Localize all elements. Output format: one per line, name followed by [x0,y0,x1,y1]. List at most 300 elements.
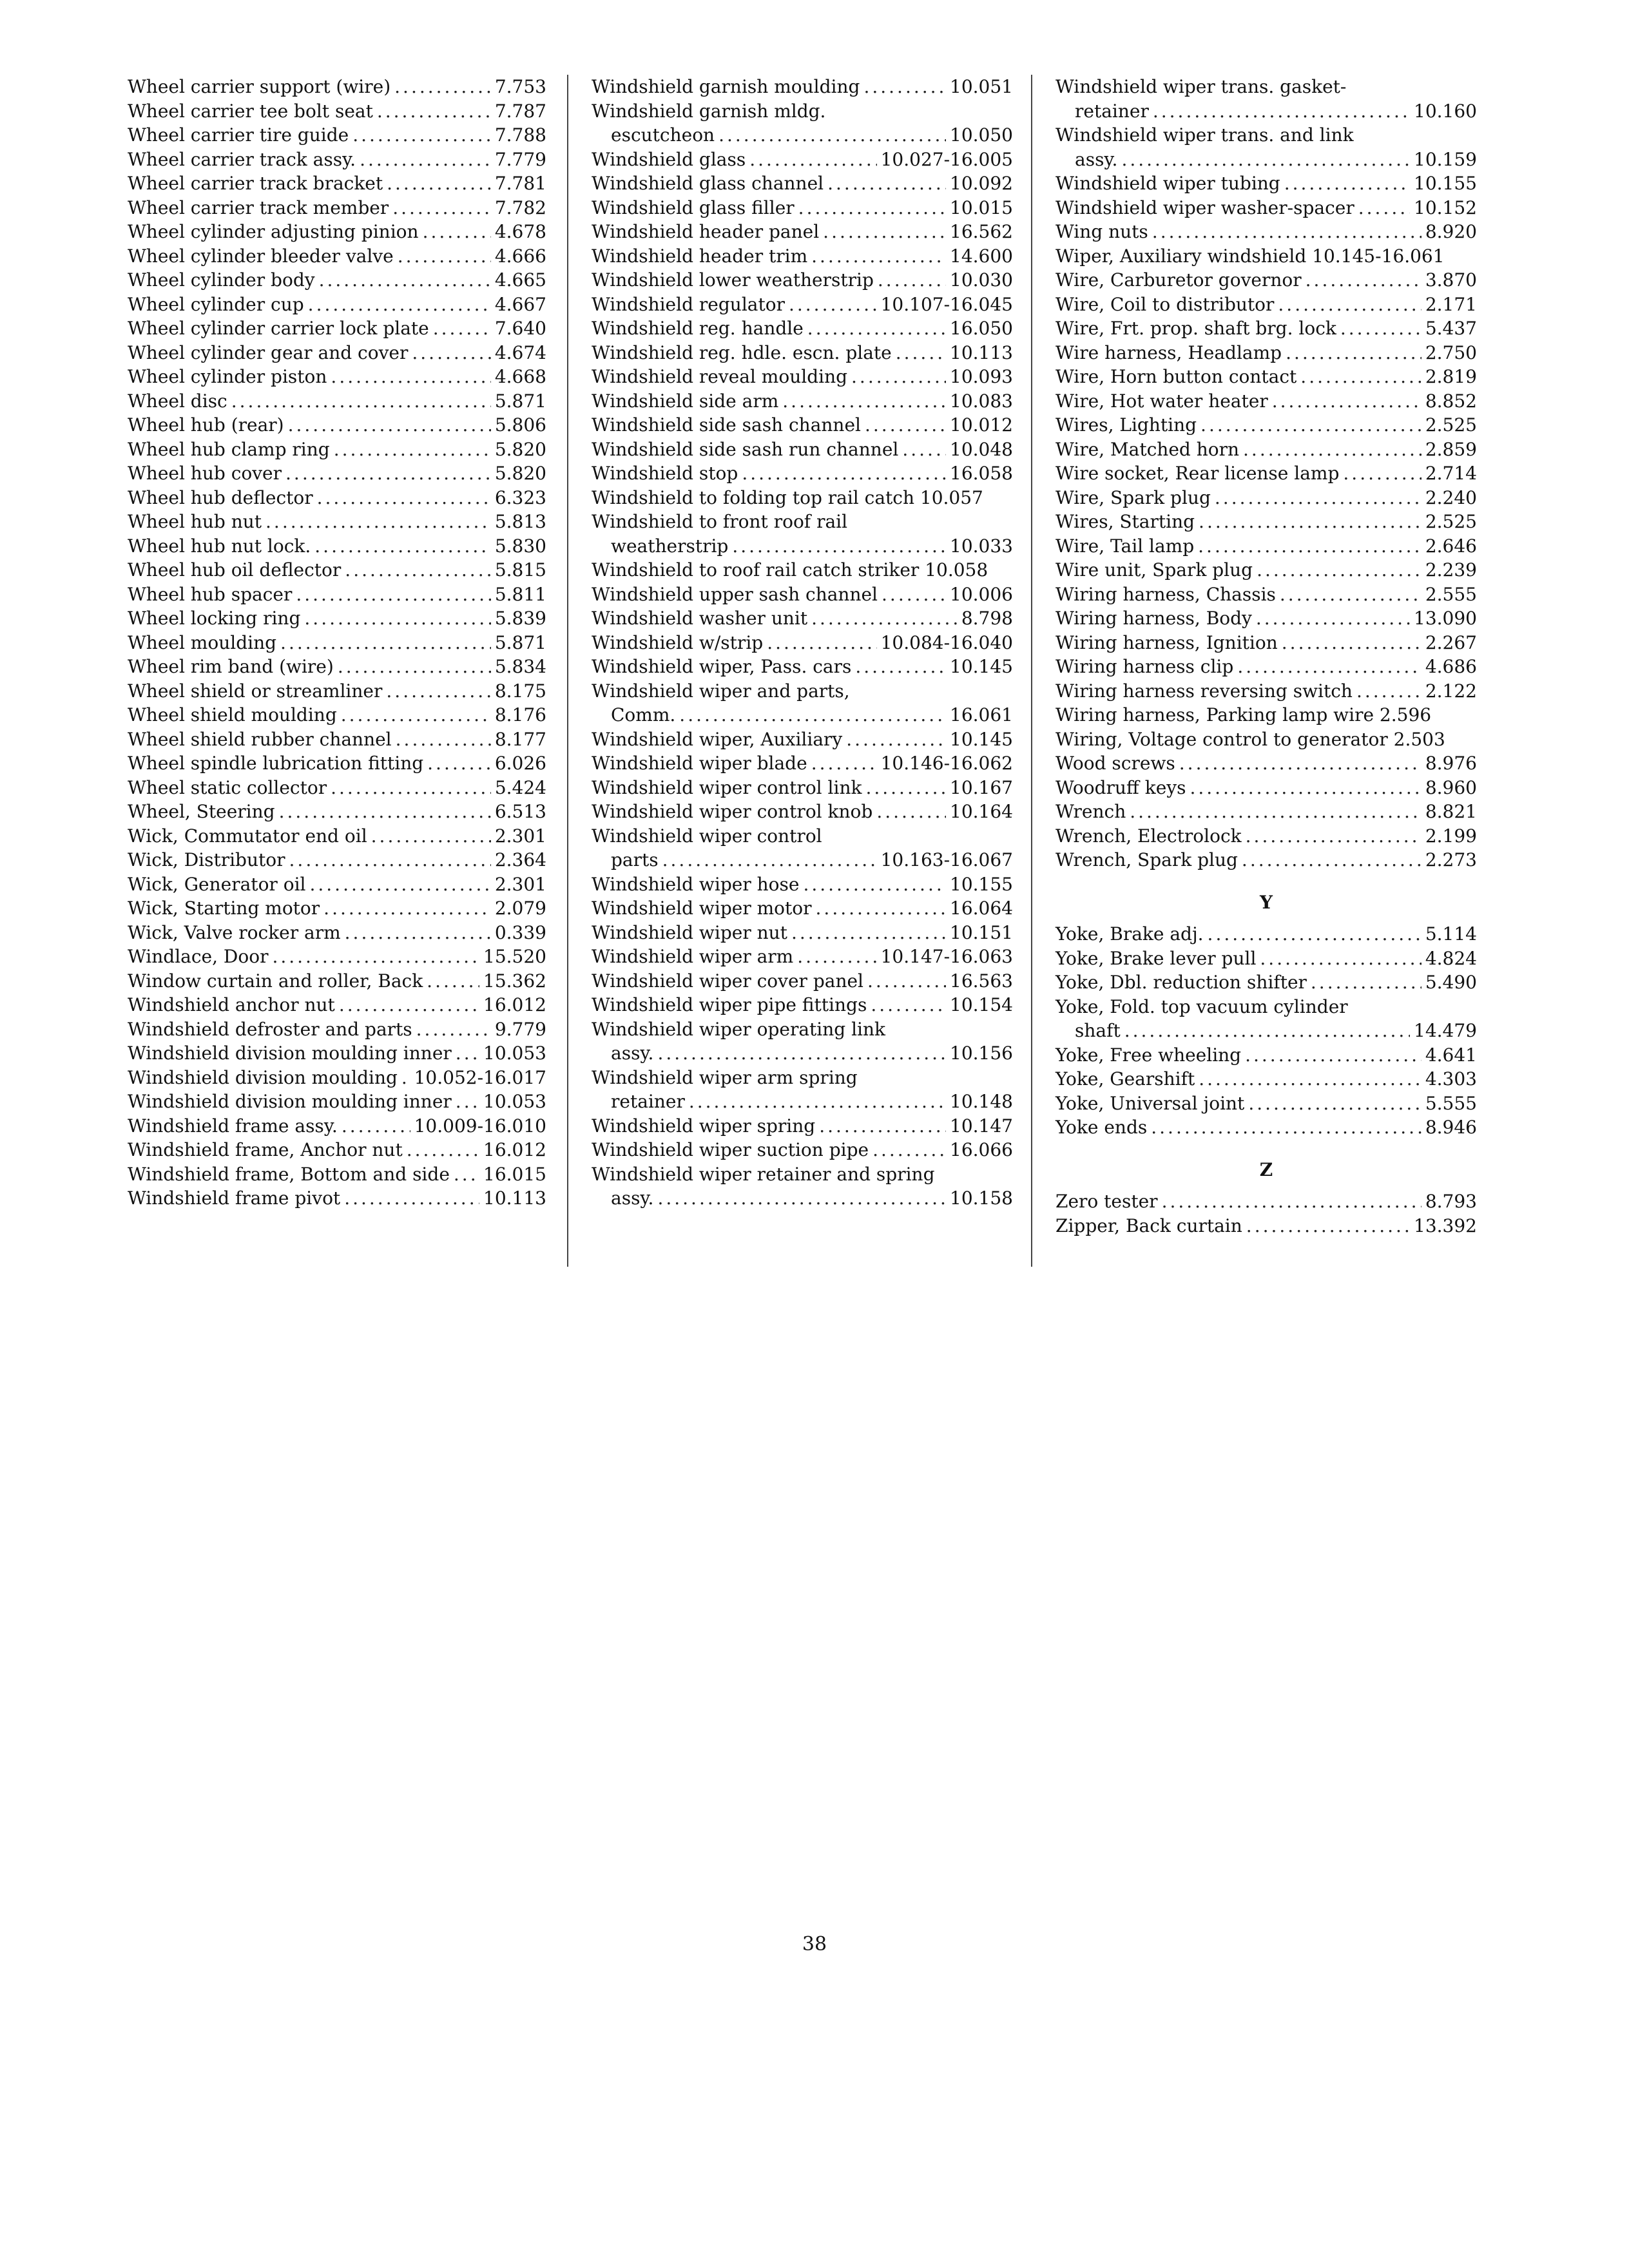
entry-name: Wiper, Auxiliary windshield 10.145-16.061 [1055,245,1445,267]
entry-reference: 8.852 [1425,390,1477,412]
dot-leader [1358,196,1410,220]
entry-name: Wheel cylinder carrier lock plate [128,318,429,339]
entry-reference: 10.113 [483,1187,546,1209]
index-entry [592,268,1013,293]
entry-reference: 5.871 [494,631,546,653]
index-entry [128,1114,546,1139]
entry-name: Windshield division moulding inner [128,1043,452,1064]
dot-leader [231,389,491,414]
entry-name: Wheel carrier track member [128,197,389,218]
entry-reference: 7.787 [494,100,546,122]
index-entry [1055,171,1477,196]
index-entry [128,389,546,414]
entry-name: Windshield frame, Anchor nut [128,1139,403,1160]
dot-leader [1340,316,1422,341]
entry-name: Windshield division moulding inner [128,1091,452,1112]
entry-reference: 2.171 [1425,293,1477,315]
dot-leader [689,1090,946,1114]
index-entry [128,824,546,849]
index-entry [128,1066,546,1090]
index-entry [592,558,1013,582]
index-entry [1055,389,1477,414]
entry-reference: 2.750 [1425,341,1477,363]
index-entry [128,921,546,945]
index-entry [1055,776,1477,800]
index-entry [1055,123,1477,148]
entry-reference: 10.145 [950,656,1013,677]
entry-name: Yoke, Brake lever pull [1055,947,1257,969]
entry-reference: 2.301 [494,825,546,847]
index-entry [592,123,1013,148]
index-entry [592,1138,1013,1162]
index-entry [128,1017,546,1042]
index-entry [1055,1091,1477,1116]
entry-name: Windshield w/strip [592,631,764,653]
entry-name: Windshield wiper tubing [1055,173,1280,194]
index-entry [128,800,546,824]
entry-name: Wheel cylinder bleeder valve [128,245,394,267]
dot-leader [865,776,946,800]
dot-leader [827,171,946,196]
index-entry [592,631,1013,655]
entry-reference: 10.146-16.062 [880,753,1013,774]
entry-name: Windshield regulator [592,293,785,315]
index-entry [1055,824,1477,849]
dot-leader [1162,1189,1422,1214]
entry-name: Windshield side sash run channel [592,438,899,460]
index-entry [128,969,546,994]
dot-leader [398,244,491,269]
entry-reference: 5.490 [1425,972,1477,993]
entry-reference: 2.240 [1425,486,1477,508]
index-entry [128,631,546,655]
entry-name: Windshield wiper nut [592,921,787,943]
entry-name: Wire unit, Spark plug [1055,559,1253,581]
entry-name: Yoke, Brake adj. [1055,923,1204,945]
entry-reference: 10.030 [950,269,1013,291]
dot-leader [1152,220,1422,244]
index-entry [128,679,546,704]
dot-leader [308,293,491,317]
dot-leader [314,534,491,559]
dot-leader [344,1186,479,1211]
index-entry [592,896,1013,921]
dot-leader [871,993,946,1017]
dot-leader [407,1138,479,1162]
index-entry [128,896,546,921]
dot-leader [1286,341,1422,365]
entry-reference: 16.050 [950,318,1013,339]
index-entry [592,413,1013,437]
entry-reference: 16.058 [950,463,1013,484]
entry-reference: 4.666 [494,245,546,267]
entry-reference: 10.050 [950,124,1013,146]
entry-name: Windshield wiper trans. and link [1055,124,1354,146]
index-column-3 [1055,75,1477,1238]
entry-reference: 10.052-16.017 [414,1066,546,1088]
dot-leader [851,365,946,389]
dot-leader [1179,751,1422,776]
entry-reference: 8.793 [1425,1191,1477,1212]
index-entry [1055,293,1477,317]
entry-name: Wiring harness, Parking lamp wire 2.596 [1055,704,1432,726]
index-entry [128,1090,546,1114]
entry-name: assy. [611,1187,654,1209]
dot-leader [811,244,946,269]
index-entry [592,148,1013,172]
dot-leader [342,1114,410,1139]
entry-name: Wheel spindle lubrication fitting [128,753,424,774]
index-entry [1055,99,1477,124]
index-entry [592,606,1013,631]
entry-name: Windshield garnish moulding [592,76,860,97]
dot-leader [782,389,946,414]
entry-reference: 10.154 [950,994,1013,1015]
entry-name: Windshield wiper retainer and spring [592,1163,935,1185]
dot-leader [803,872,946,897]
entry-reference: 2.859 [1425,438,1477,460]
entry-name: Windshield wiper blade [592,753,807,774]
dot-leader [1243,437,1422,462]
entry-name: Wheel carrier tee bolt seat [128,100,373,122]
dot-leader [1153,99,1410,124]
index-entry [128,872,546,897]
index-entry [128,75,546,99]
dot-leader [265,510,491,534]
section-letter: Z [1259,1158,1273,1180]
dot-leader [1130,800,1422,824]
index-entry [1055,461,1477,486]
entry-name: Wheel moulding [128,631,277,653]
entry-name: Yoke, Fold. top vacuum cylinder [1055,995,1348,1017]
dot-leader [1272,389,1422,414]
dot-leader [811,606,958,631]
index-entry [1055,1115,1477,1140]
index-entry [1055,727,1477,752]
column-divider [1031,75,1032,1267]
dot-leader [392,196,491,220]
index-entry [592,1017,1013,1042]
entry-name: Windshield wiper pipe fittings [592,994,867,1015]
index-entry [592,776,1013,800]
dot-leader [797,945,876,969]
entry-name: Wire, Horn button contact [1055,366,1297,387]
index-entry [1055,703,1477,727]
entry-reference: 16.012 [483,994,546,1015]
dot-leader [867,969,946,994]
entry-name: parts [611,849,659,870]
dot-leader [289,848,491,872]
index-entry [592,534,1013,559]
dot-leader [865,413,946,437]
entry-name: Wire, Coil to distributor [1055,293,1275,315]
entry-name: Wick, Starting motor [128,898,320,919]
dot-leader [1300,365,1422,389]
entry-reference: 10.006 [950,583,1013,605]
entry-name: Wrench, Spark plug [1055,849,1238,870]
index-entry [592,365,1013,389]
entry-reference: 14.479 [1414,1020,1477,1041]
entry-name: Wheel disc [128,390,227,412]
index-entry [1055,995,1477,1019]
entry-reference: 4.667 [494,293,546,315]
dot-leader [296,582,491,607]
index-entry [128,558,546,582]
entry-reference: 6.513 [494,801,546,822]
entry-reference: 5.871 [494,390,546,412]
entry-reference: 10.163-16.067 [880,849,1013,870]
entry-name: Zero tester [1055,1191,1158,1212]
entry-reference: 10.159 [1414,148,1477,170]
entry-name: Wheel hub deflector [128,486,313,508]
index-entry [592,582,1013,607]
dot-leader [334,437,491,462]
dot-leader [846,727,946,752]
entry-reference: 4.686 [1425,656,1477,677]
entry-name: Wing nuts [1055,221,1148,242]
dot-leader [1282,631,1422,655]
entry-name: Windshield header trim [592,245,808,267]
entry-name: Windshield to roof rail catch striker 10.058 [592,559,988,581]
index-entry [128,993,546,1017]
index-entry [128,365,546,389]
index-entry [1055,582,1477,607]
entry-name: Windshield frame pivot [128,1187,341,1209]
entry-reference: 8.177 [494,728,546,750]
entry-reference: 5.806 [494,414,546,436]
dot-leader [855,655,946,679]
dot-leader [1199,510,1422,534]
entry-reference: 8.176 [494,704,546,726]
entry-name: Wiring harness, Body [1055,608,1252,629]
entry-name: Wheel shield rubber channel [128,728,392,750]
entry-name: Wire, Hot water heater [1055,390,1268,412]
index-entry [1055,365,1477,389]
entry-reference: 13.392 [1414,1215,1477,1236]
dot-leader [387,171,491,196]
entry-reference: 10.160 [1414,100,1477,122]
index-entry [128,316,546,341]
entry-name: Wheel hub oil deflector [128,559,342,581]
index-entry [1055,1043,1477,1068]
entry-name: weatherstrip [611,535,729,557]
entry-reference: 16.012 [483,1139,546,1160]
entry-reference: 10.012 [950,414,1013,436]
entry-reference: 10.155 [1414,173,1477,194]
dot-leader [317,486,491,510]
entry-reference: 10.093 [950,366,1013,387]
entry-reference: 15.520 [483,946,546,967]
entry-reference: 5.820 [494,463,546,484]
entry-name: Windshield glass [592,148,746,170]
index-entry [1055,800,1477,824]
index-entry [1055,970,1477,995]
entry-reference: 2.819 [1425,366,1477,387]
entry-name: Wheel shield moulding [128,704,337,726]
index-entry [1055,486,1477,510]
entry-name: Windlace, Door [128,946,269,967]
index-entry [128,751,546,776]
entry-name: Windshield wiper control link [592,776,862,798]
entry-name: Windshield reveal moulding [592,366,848,387]
entry-name: Wheel cylinder piston [128,366,327,387]
entry-name: Wire, Carburetor governor [1055,269,1302,291]
entry-reference: 10.151 [950,921,1013,943]
entry-reference: 5.114 [1425,923,1477,945]
entry-name: Window curtain and roller, Back [128,970,423,992]
entry-reference: 7.781 [494,173,546,194]
index-entry [1055,848,1477,872]
entry-name: Wheel, Steering [128,801,275,822]
entry-reference: 10.147 [950,1115,1013,1137]
entry-name: Wheel locking ring [128,608,301,629]
entry-name: Wrench, Electrolock [1055,825,1242,847]
dot-leader [1121,148,1410,172]
index-entry [592,872,1013,897]
index-entry [128,582,546,607]
entry-reference: 16.562 [950,221,1013,242]
index-entry [128,727,546,752]
entry-reference: 16.066 [950,1139,1013,1160]
index-entry [1055,1067,1477,1091]
index-entry [128,244,546,269]
entry-name: Windshield lower weatherstrip [592,269,874,291]
dot-leader [749,148,876,172]
entry-name: Windshield reg. handle [592,318,804,339]
entry-name: Windshield wiper cover panel [592,970,863,992]
dot-leader [1208,922,1422,947]
dot-leader [377,99,491,124]
dot-leader [791,921,946,945]
index-column-2 [592,75,1013,1211]
index-entry [592,486,1013,510]
dot-leader [896,341,946,365]
entry-reference: 15.362 [483,970,546,992]
entry-reference: 10.027-16.005 [880,148,1013,170]
dot-leader [401,1066,410,1090]
entry-reference: 3.870 [1425,269,1477,291]
dot-leader [386,679,490,704]
entry-reference: 5.555 [1425,1092,1477,1114]
dot-leader [272,945,479,969]
index-entry [128,606,546,631]
entry-reference: 5.815 [494,559,546,581]
dot-leader [1242,848,1422,872]
index-entry [128,341,546,365]
entry-reference: 5.437 [1425,318,1477,339]
entry-name: Yoke, Free wheeling [1055,1044,1242,1066]
dot-leader [423,220,491,244]
entry-name: Windshield wiper spring [592,1115,816,1137]
dot-leader [807,316,946,341]
index-entry [128,486,546,510]
dot-leader [823,220,946,244]
entry-reference: 10.164 [950,801,1013,822]
entry-name: Windshield glass channel [592,173,824,194]
dot-leader [1198,534,1422,559]
dot-leader [456,1090,479,1114]
entry-reference: 2.646 [1425,535,1477,557]
entry-name: Wheel cylinder body [128,269,315,291]
entry-reference: 5.424 [494,776,546,798]
entry-reference: 2.525 [1425,414,1477,436]
dot-leader [863,75,946,99]
dot-leader [288,413,491,437]
index-entry [1055,220,1477,244]
index-entry [1055,679,1477,704]
entry-reference: 10.167 [950,776,1013,798]
section-letter: Y [1260,891,1273,913]
entry-name: Windshield wiper control knob [592,801,873,822]
dot-leader [789,293,877,317]
index-entry [592,316,1013,341]
dot-leader [1356,679,1422,704]
dot-leader [902,437,946,462]
index-entry [128,123,546,148]
index-entry [128,196,546,220]
entry-name: Wood screws [1055,753,1175,774]
index-entry [128,655,546,679]
entry-reference: 10.009-16.010 [414,1115,546,1137]
entry-reference: 2.301 [494,873,546,895]
dot-leader [323,896,491,921]
entry-name: Windshield side arm [592,390,779,412]
dot-leader [285,461,491,486]
index-entry [1055,75,1477,99]
index-entry [128,293,546,317]
entry-name: Windshield anchor nut [128,994,335,1015]
dot-leader [1248,1091,1422,1116]
entry-reference: 9.779 [494,1018,546,1040]
dot-leader [742,461,946,486]
entry-name: Windshield to folding top rail catch 10.057 [592,486,983,508]
entry-reference: 4.668 [494,366,546,387]
entry-name: Windshield glass filler [592,197,795,218]
index-entry [592,171,1013,196]
entry-reference: 2.122 [1425,680,1477,702]
dot-leader [345,921,491,945]
index-entry [1055,606,1477,631]
index-entry [592,437,1013,462]
entry-reference: 7.753 [494,76,546,97]
entry-name: Wire socket, Rear license lamp [1055,463,1340,484]
entry-name: Windshield wiper suction pipe [592,1139,869,1160]
entry-reference: 7.640 [494,318,546,339]
index-entry [592,921,1013,945]
entry-reference: 7.779 [494,148,546,170]
entry-reference: 16.563 [950,970,1013,992]
entry-name: Wiring harness, Chassis [1055,583,1276,605]
entry-reference: 7.782 [494,197,546,218]
entry-name: Zipper, Back curtain [1055,1215,1242,1236]
entry-reference: 2.525 [1425,511,1477,532]
dot-leader [679,703,946,727]
entry-name: Windshield wiper, Pass. cars [592,656,852,677]
dot-leader [345,558,491,582]
dot-leader [1124,1019,1410,1043]
dot-leader [341,703,491,727]
index-entry [592,341,1013,365]
entry-name: Wire, Spark plug [1055,486,1211,508]
entry-reference: 10.033 [950,535,1013,557]
dot-leader [876,800,946,824]
entry-name: Wire harness, Headlamp [1055,341,1282,363]
index-entry [128,268,546,293]
index-entry [1055,1019,1477,1043]
entry-name: Wheel carrier tire guide [128,124,349,146]
entry-name: Windshield washer unit [592,608,808,629]
entry-name: Windshield garnish mldg. [592,100,826,122]
